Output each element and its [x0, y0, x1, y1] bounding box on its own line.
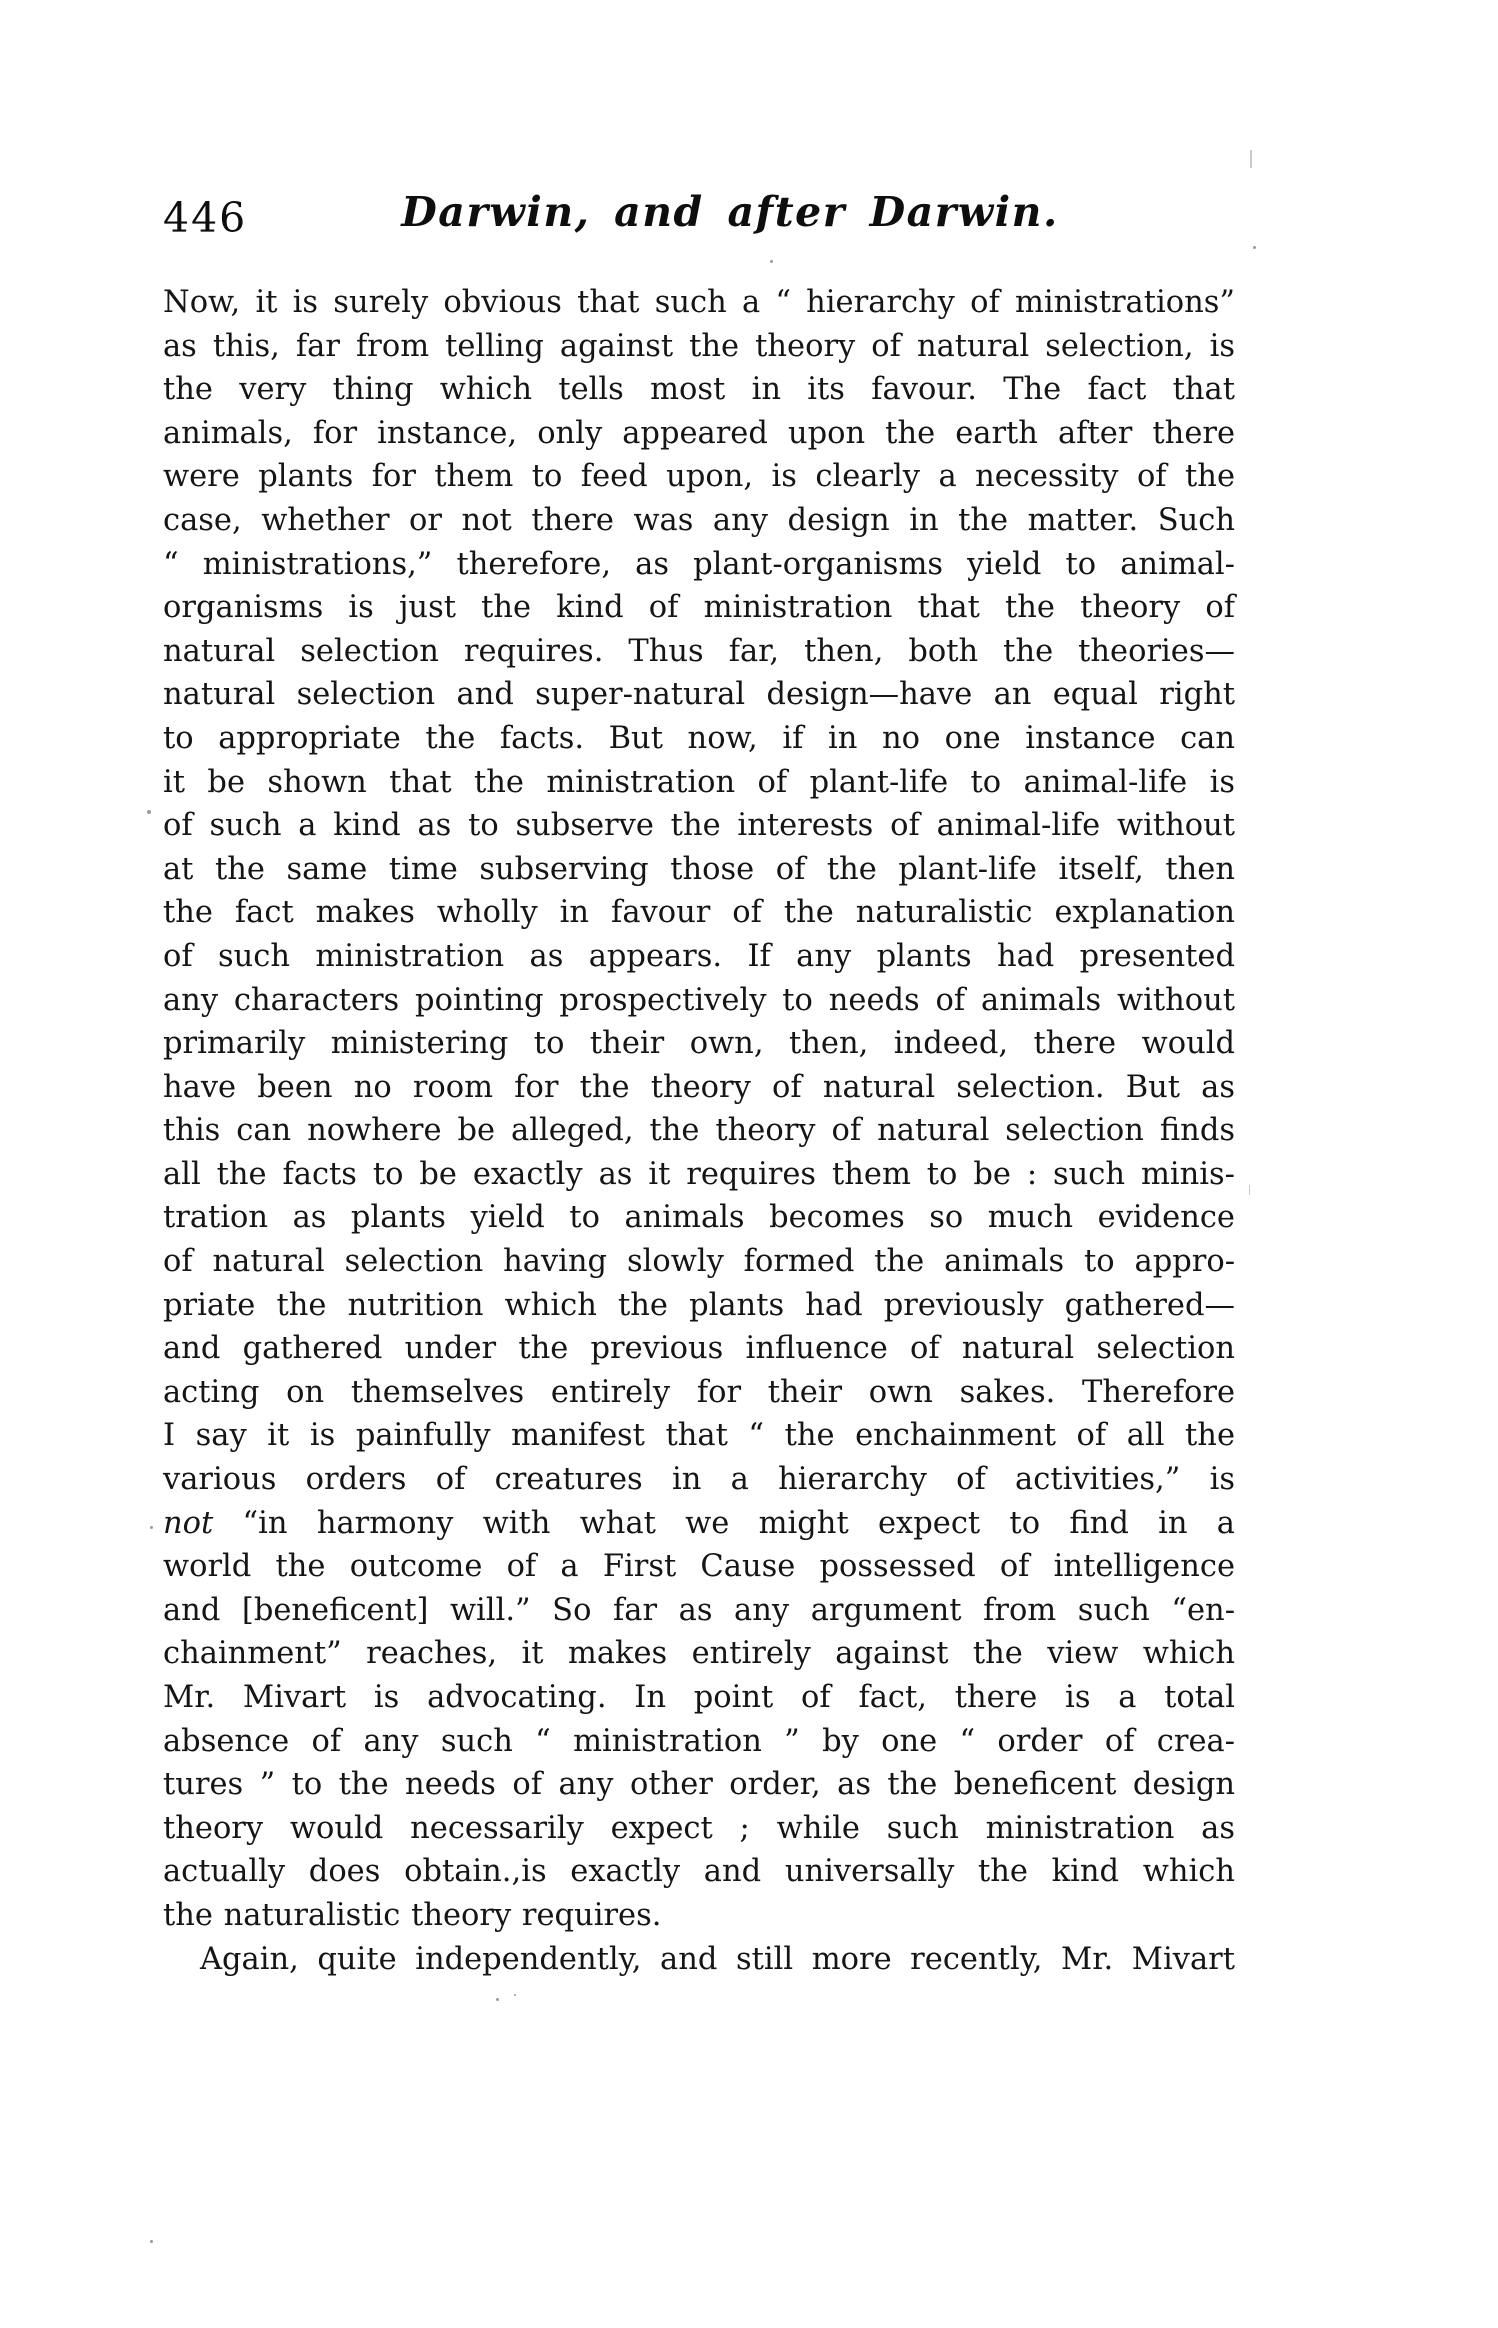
scan-artifact [1249, 1185, 1250, 1195]
text-line: “ ministrations,” therefore, as plant-organisms yield to animal- [163, 546, 1235, 582]
text-line: case, whether or not there was any design in the matter. Such [163, 502, 1235, 538]
text-line: Mr. Mivart is advocating. In point of fact, there is a total [163, 1680, 1235, 1715]
body-text [163, 281, 1235, 1981]
text-line: to appropriate the facts. But now, if in no one instance can [163, 720, 1235, 756]
text-line: animals, for instance, only appeared upon the earth after there [163, 415, 1235, 451]
page-header [163, 188, 1235, 252]
scan-artifact [150, 1526, 153, 1529]
text-line: the naturalistic theory requires. [163, 1897, 662, 1933]
text-line: of such a kind as to subserve the interests of animal-life without [163, 808, 1235, 844]
page-number: 446 [163, 194, 248, 242]
text-line: any characters pointing prospectively to needs of animals without [163, 982, 1235, 1018]
text-line: primarily ministering to their own, then, indeed, there would [163, 1026, 1235, 1062]
scan-artifact [150, 2240, 153, 2243]
text-line: at the same time subserving those of the plant-life itself, then [163, 851, 1235, 887]
text-line: organisms is just the kind of ministration that the theory of [163, 590, 1235, 626]
scan-artifact [496, 1998, 499, 2001]
text-line: various orders of creatures in a hierarchy of activities,” is [163, 1462, 1235, 1498]
text-line: and [beneficent] will.” So far as any argument from such “en- [163, 1592, 1235, 1628]
text-line: world the outcome of a First Cause possessed of intelligence [163, 1549, 1235, 1585]
text-line: Now, it is surely obvious that such a “ hierarchy of ministrations” [163, 285, 1235, 320]
text-line: acting on themselves entirely for their own sakes. Therefore [163, 1374, 1235, 1410]
text-line: priate the nutrition which the plants had previously gathered— [163, 1287, 1235, 1323]
text-line: chainment” reaches, it makes entirely against the view which [163, 1636, 1235, 1672]
text-line: the fact makes wholly in favour of the naturalistic explanation [163, 895, 1235, 931]
text-line: this can nowhere be alleged, the theory of natural selection finds [163, 1113, 1235, 1149]
text-line: have been no room for the theory of natural selection. But as [163, 1069, 1235, 1105]
text-line: natural selection and super-natural design—have an equal right [163, 677, 1235, 713]
text-line: were plants for them to feed upon, is clearly a necessity of the [163, 459, 1235, 495]
text-line: the very thing which tells most in its favour. The fact that [163, 372, 1235, 408]
text-line: not “in harmony with what we might expect to find in a [163, 1505, 1235, 1541]
scan-artifact [147, 810, 151, 814]
text-line: and gathered under the previous influence of natural selection [163, 1331, 1235, 1367]
text-line: of such ministration as appears. If any plants had presented [163, 938, 1235, 974]
text-line: as this, far from telling against the theory of natural selection, is [163, 328, 1235, 364]
text-line: tures ” to the needs of any other order, as the beneficent design [163, 1767, 1235, 1803]
text-line: it be shown that the ministration of plant-life to animal-life is [163, 764, 1235, 800]
text-line: natural selection requires. Thus far, then, both the theories— [163, 633, 1235, 669]
text-line: Again, quite independently, and still more recently, Mr. Mivart [200, 1941, 1235, 1977]
scan-artifact [1253, 246, 1256, 249]
scan-artifact [514, 1994, 516, 1996]
scan-artifact [770, 260, 773, 263]
text-line: tration as plants yield to animals becomes so much evidence [163, 1200, 1235, 1236]
text-line: of natural selection having slowly formed the animals to appro- [163, 1244, 1235, 1280]
text-line: I say it is painfully manifest that “ the enchainment of all the [163, 1418, 1235, 1454]
text-line: theory would necessarily expect ; while such ministration as [163, 1810, 1235, 1846]
text-line: absence of any such “ ministration ” by one “ order of crea- [163, 1723, 1235, 1759]
text-line: actually does obtain.,is exactly and universally the kind which [163, 1854, 1235, 1890]
scan-artifact [1250, 150, 1252, 168]
running-title: Darwin, and after Darwin. [401, 188, 1059, 236]
text-line: all the facts to be exactly as it requires them to be : such minis- [163, 1156, 1235, 1192]
